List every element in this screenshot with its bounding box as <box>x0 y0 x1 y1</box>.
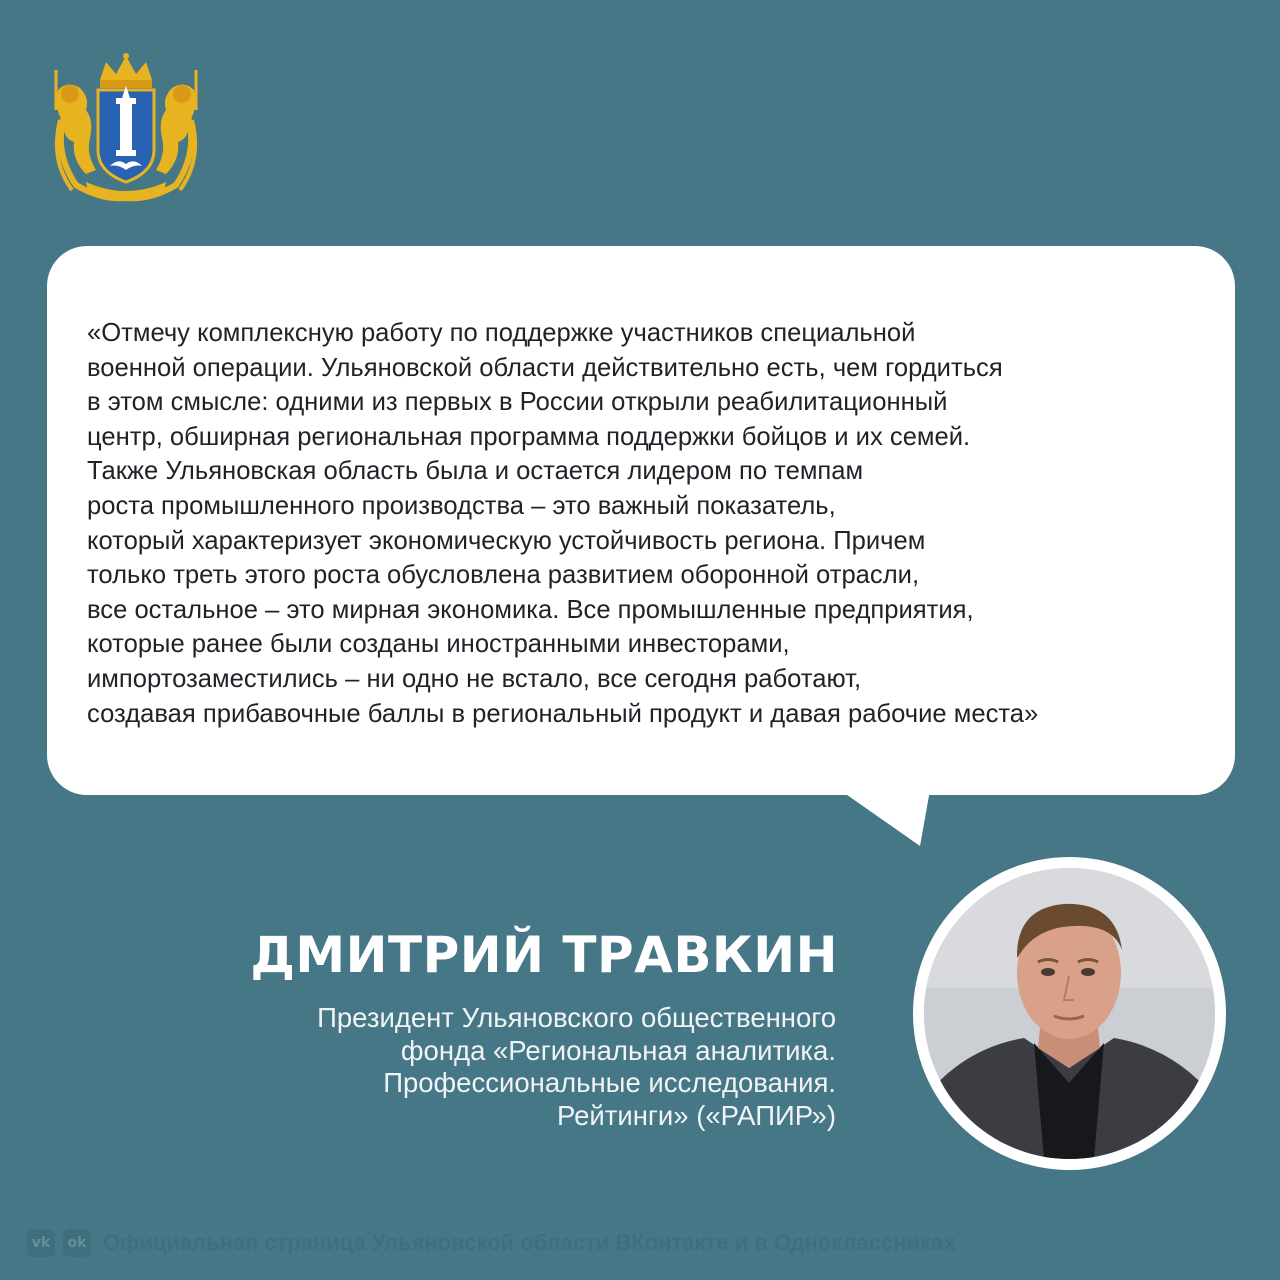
ulyanovsk-coat-of-arms-icon <box>46 50 206 202</box>
quote-bubble-tail <box>840 790 930 846</box>
portrait-illustration <box>924 868 1215 1159</box>
quote-line: центр, обширная региональная программа поддержки бойцов и их семей. <box>87 422 971 451</box>
quote-line: все остальное – это мирная экономика. Все промышленные предприятия, <box>87 595 974 624</box>
coat-of-arms-emblem <box>46 50 206 202</box>
speaker-photo <box>924 868 1215 1159</box>
quote-line: военной операции. Ульяновской области действительно есть, чем гордиться <box>87 353 1003 382</box>
quote-line: которые ранее были созданы иностранными инвесторами, <box>87 630 790 659</box>
speaker-position-line: Профессиональные исследования. <box>383 1067 836 1098</box>
speaker-position <box>317 1002 836 1132</box>
vk-icon[interactable]: vk <box>27 1229 55 1257</box>
odnoklassniki-icon[interactable]: ok <box>63 1229 91 1257</box>
speaker-position-line: Рейтинги» («РАПИР») <box>556 1099 836 1131</box>
quote-text <box>87 316 1217 731</box>
footer-caption: Официальная страница Ульяновской области ВКонтакте и в Одноклассниках <box>103 1230 956 1255</box>
speaker-photo-frame <box>913 857 1226 1170</box>
quote-line: который характеризует экономическую устойчивость региона. Причем <box>87 526 926 555</box>
speaker-position-line: Президент Ульяновского общественного <box>317 1002 836 1033</box>
speaker-name: ДМИТРИЙ ТРАВКИН <box>250 926 838 984</box>
quote-line: роста промышленного производства – это важный показатель, <box>87 491 836 520</box>
quote-line: в этом смысле: одними из первых в России открыли реабилитационный <box>87 388 948 417</box>
quote-line: «Отмечу комплексную работу по поддержке участников специальной <box>87 319 916 347</box>
quote-line: Также Ульяновская область была и остается лидером по темпам <box>87 457 864 486</box>
quote-line: создавая прибавочные баллы в региональный продукт и давая рабочие места» <box>87 699 1039 728</box>
quote-line: импортозаместились – ни одно не встало, все сегодня работают, <box>87 664 862 693</box>
footer <box>27 1228 955 1258</box>
speaker-position-line: фонда «Региональная аналитика. <box>400 1034 836 1066</box>
quote-line: только треть этого роста обусловлена развитием оборонной отрасли, <box>87 561 920 590</box>
